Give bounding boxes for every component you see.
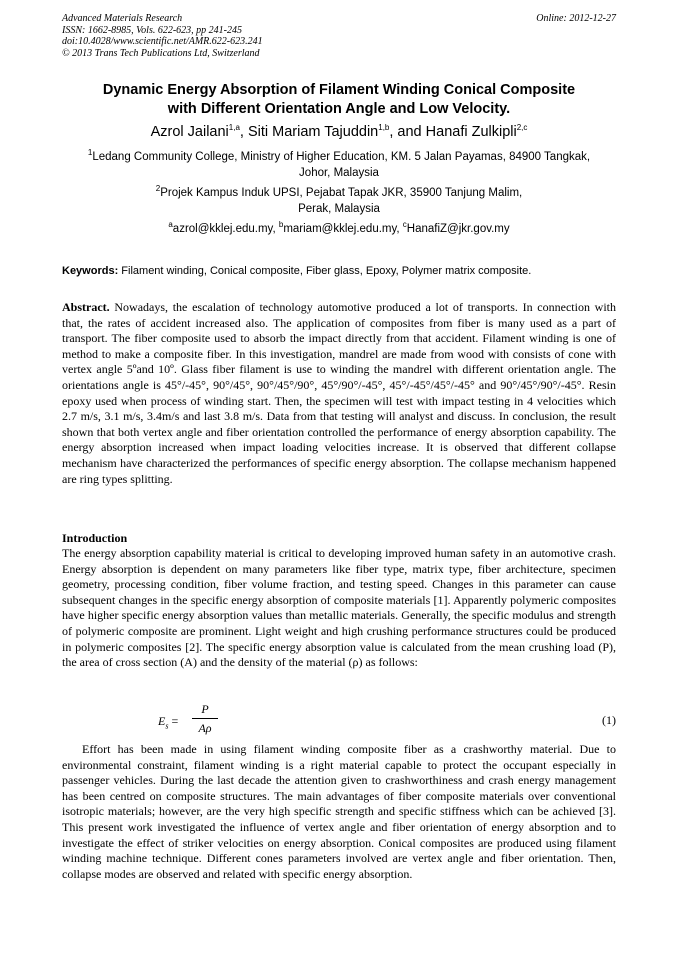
author-3-affiliation-mark: 2,c bbox=[516, 123, 528, 133]
equation-equals: = bbox=[168, 714, 179, 728]
equation-number: (1) bbox=[602, 713, 616, 727]
title-line-1: Dynamic Energy Absorption of Filament Winding Conical Composite bbox=[102, 82, 576, 98]
author-emails bbox=[56, 222, 622, 237]
author-2: Siti Mariam Tajuddin bbox=[247, 124, 379, 140]
fraction-bar bbox=[192, 718, 218, 719]
affiliation-2-line-2: Perak, Malaysia bbox=[298, 202, 380, 215]
equation-numerator: P bbox=[201, 702, 209, 716]
equation-lhs-symbol: E bbox=[158, 714, 166, 728]
equation-lhs-subscript: s bbox=[165, 721, 169, 731]
introduction-paragraph-1 bbox=[62, 546, 616, 671]
paper-title bbox=[40, 81, 638, 119]
online-date: Online: 2012-12-27 bbox=[536, 13, 616, 24]
journal-issn: ISSN: 1662-8985, Vols. 622-623, pp 241-245 bbox=[62, 24, 242, 36]
introduction-paragraph-2 bbox=[62, 742, 616, 882]
abstract-text: Nowadays, the escalation of technology automotive produced a lot of transports. In connection with that, the rates of accident increased also. The application of composites from fiber is many used as a part of transport. The fiber composite used to absorb the impact directly from that accident. Filament winding is one of method to make a composite fiber. In this investigation, mandrel are made from wood with consists of cone with vertex angle 5ºand 10º. Glass fiber filament is use to winding the mandrel with different orientation angle. The orientations angle is 45°/-45°, 90°/45°, 90°/45°/90°, 45°/90°/-45°, 45°/-45°/45°/-45° and 90°/45°/90°/-45°. Resin epoxy used when process of winding start. Then, the specimen will test with impact testing in 4 velocities which 2.7 m/s, 3.1 m/s, 3.4m/s and last 3.8 m/s. Data from that testing will analyst and discuss. In conclusion, the result shown that both vertex angle and fiber orientation controlled the performance of energy absorption capability. The energy absorption increased when impact loading velocities increase. It is observed that different collapse mechanism have characterized the performances of specific energy absorption. The collapse mechanism happened are ring types splitting. bbox=[62, 300, 616, 486]
author-1: Azrol Jailani bbox=[150, 124, 229, 140]
email-c: HanafiZ@jkr.gov.my bbox=[406, 223, 510, 235]
equation-lhs bbox=[158, 714, 178, 730]
keywords-text: Filament winding, Conical composite, Fiber glass, Epoxy, Polymer matrix composite. bbox=[118, 265, 532, 277]
author-separator: , bbox=[239, 124, 248, 140]
abstract-label: Abstract. bbox=[62, 300, 110, 314]
keywords bbox=[62, 264, 622, 279]
affiliation-1 bbox=[56, 150, 622, 181]
affiliation-2-mark: 2 bbox=[155, 184, 161, 194]
journal-name: Advanced Materials Research bbox=[62, 13, 183, 24]
email-b: mariam@kklej.edu.my, bbox=[283, 223, 403, 235]
introduction-heading: Introduction bbox=[62, 531, 128, 545]
journal-copyright: © 2013 Trans Tech Publications Ltd, Switzerland bbox=[62, 47, 260, 59]
introduction-paragraph-1-text: The energy absorption capability material is critical to developing improved human safety in an automotive crash. Energy absorption is dependent on many parameters like fiber type, matrix type, fiber architecture, specimen geometry, processing condition, fiber volume fraction, and testing speed. Changes in this parameter can cause subsequent changes in the specific energy absorption of composite materials [1]. Apparently polymeric composites have higher specific energy absorption values than metallic materials. Generally, the specific modulus and strength of polymeric composite are prominent. Light weight and high crushing performance structures could be produced in polymeric composites [2]. The specific energy absorption value is calculated from the mean crushing load (P), the area of cross section (A) and the density of the material (ρ) as follows: bbox=[62, 546, 616, 670]
affiliation-1-line-1: Ledang Community College, Ministry of Higher Education, KM. 5 Jalan Payamas, 84900 Tangkak, bbox=[92, 151, 591, 163]
equation-denominator: Aρ bbox=[198, 721, 212, 735]
abstract bbox=[62, 300, 616, 487]
affiliation-1-mark: 1 bbox=[87, 148, 93, 158]
introduction-paragraph-2-text: Effort has been made in using filament winding composite fiber as a crashworthy material. Due to environmental constraint, filament winding is a right material capable to protect the occupant especially in passenger vehicles. During the last decade the attention given to crashworthiness and crash energy management has been centred on composite structures. The main advantages of fiber composite materials over conventional isotropic materials; however, are the very high specific strength and specific stiffness which can be achieved [3]. This present work investigated the influence of vertex angle and fiber orientation of energy absorption and to investigate the effect of striker velocities on energy absorption. Conical composites are produced using filament winding machine technique. Different cones parameters involved are vertex angle and fiber orientation. Then, collapse modes are observed and related with specific energy absorption. bbox=[62, 742, 616, 881]
email-c-mark: c bbox=[402, 220, 407, 230]
journal-doi: doi:10.4028/www.scientific.net/AMR.622-623.241 bbox=[62, 36, 263, 47]
title-line-2: with Different Orientation Angle and Low Velocity. bbox=[167, 101, 511, 117]
keywords-label: Keywords: bbox=[62, 265, 119, 277]
equation-fraction bbox=[192, 702, 218, 735]
author-list bbox=[40, 123, 638, 141]
affiliation-1-line-2: Johor, Malaysia bbox=[299, 166, 379, 179]
email-b-mark: b bbox=[278, 220, 284, 230]
email-a-mark: a bbox=[168, 220, 173, 230]
author-3: Hanafi Zulkipli bbox=[425, 124, 517, 140]
journal-header bbox=[62, 13, 616, 59]
author-separator: , and bbox=[389, 124, 426, 140]
affiliation-2-line-1: Projek Kampus Induk UPSI, Pejabat Tapak JKR, 35900 Tanjung Malim, bbox=[160, 187, 523, 199]
affiliation-2 bbox=[56, 186, 622, 217]
author-2-affiliation-mark: 1,b bbox=[378, 123, 390, 133]
author-1-affiliation-mark: 1,a bbox=[228, 123, 240, 133]
email-a: azrol@kklej.edu.my, bbox=[172, 223, 279, 235]
